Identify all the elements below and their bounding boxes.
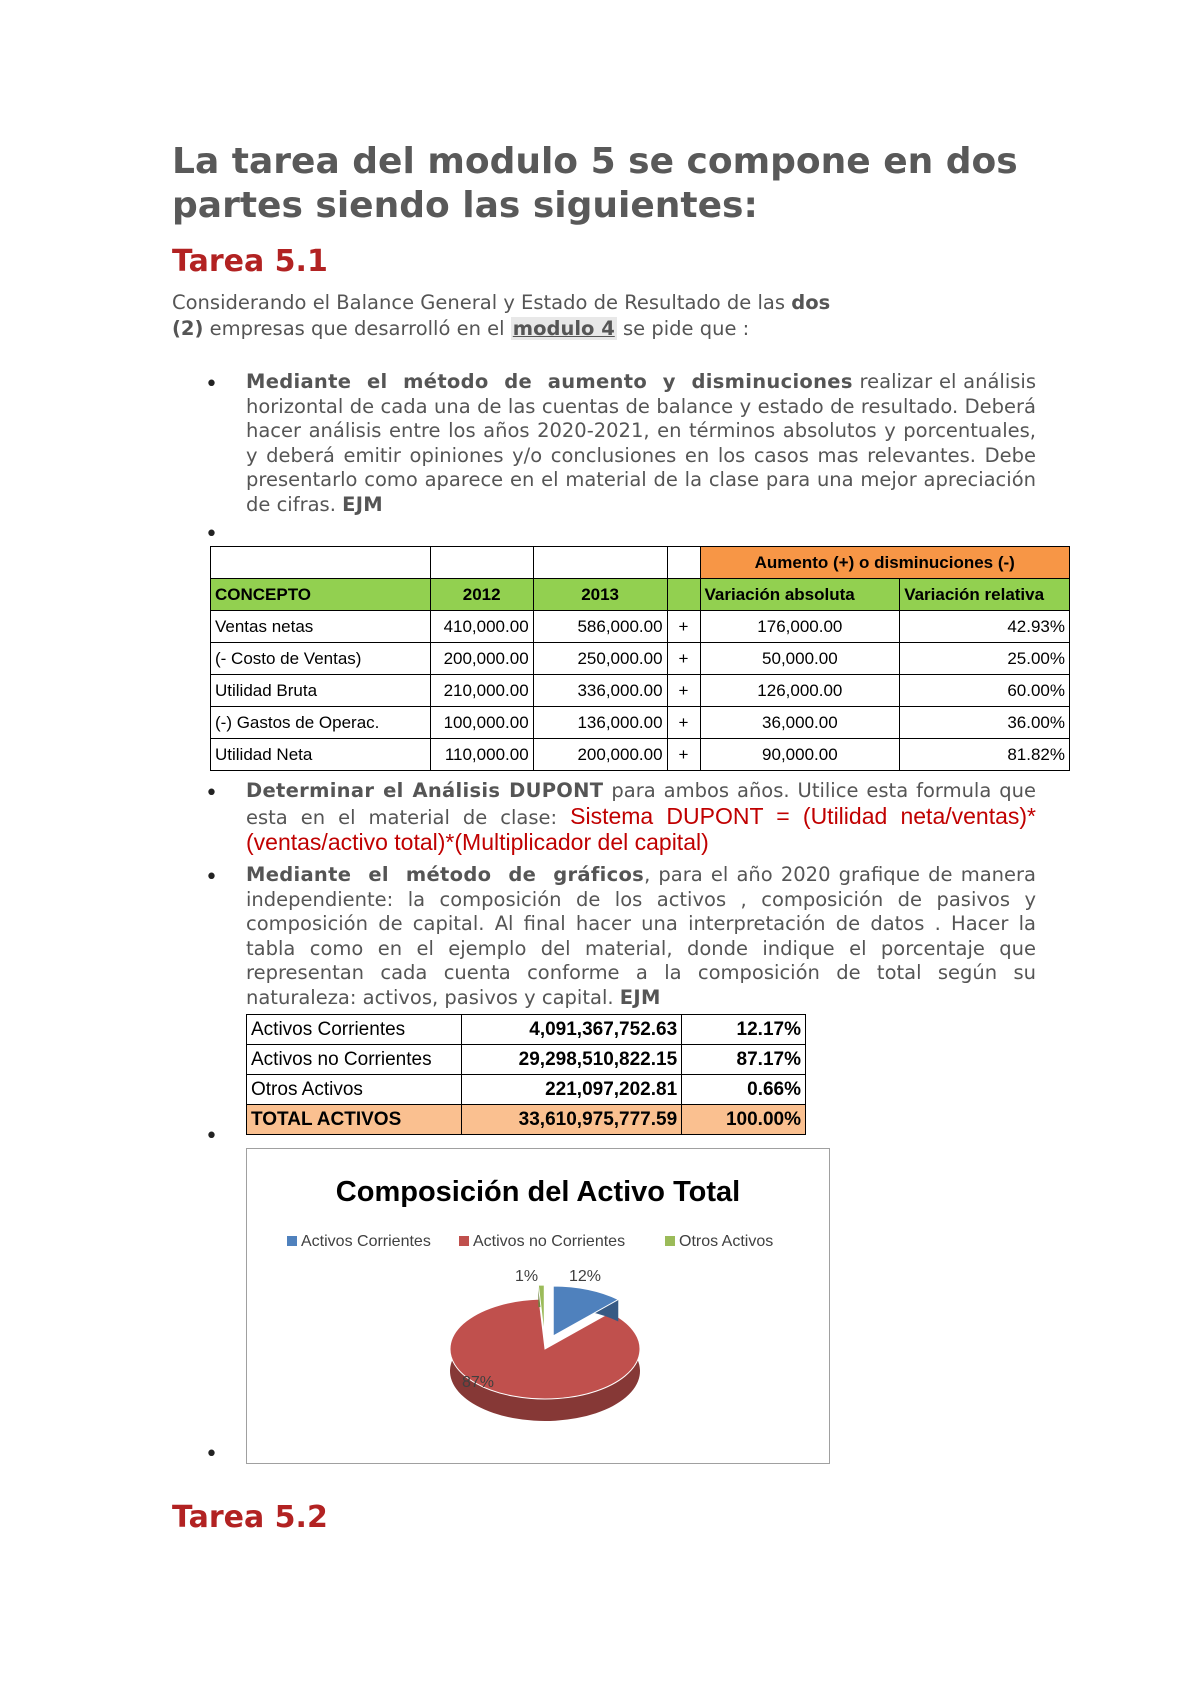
bullet-2-paragraph [246, 779, 1036, 857]
table-row: Activos no Corrientes 29,298,510,822.15 87.17% [247, 1045, 806, 1075]
table-total-row: TOTAL ACTIVOS 33,610,975,777.59 100.00% [247, 1105, 806, 1135]
legend-label: Activos no Corrientes [473, 1233, 626, 1250]
dupont-formula: Sistema DUPONT = (Utilidad neta/ventas)*(ventas/activo total)*(Multiplicador del capital) [246, 802, 1036, 856]
task-5-2-heading: Tarea 5.2 [172, 1500, 328, 1535]
table-header-row [211, 579, 1070, 611]
bullet-3-ejm: EJM [619, 985, 661, 1009]
pie-chart-svg [247, 1149, 829, 1463]
col-variacion-relativa: Variación relativa [900, 579, 1070, 611]
chart-title: Composición del Activo Total [335, 1176, 741, 1208]
bullet-icon: • [205, 1124, 218, 1149]
intro-num: (2) [172, 317, 204, 340]
intro-paragraph [172, 290, 1032, 342]
intro-dos: dos [791, 291, 831, 314]
table-row [211, 547, 1070, 579]
modulo-4-link[interactable]: modulo 4 [512, 317, 615, 340]
col-2013: 2013 [533, 579, 667, 611]
table-row: (-) Gastos de Operac. 100,000.00 136,000.00 + 36,000.00 36.00% [211, 707, 1070, 739]
intro-text-2: empresas que desarrolló en el [203, 317, 511, 340]
table-row: Ventas netas 410,000.00 586,000.00 + 176,000.00 42.93% [211, 611, 1070, 643]
assets-composition-table [246, 1014, 806, 1135]
bullet-1-paragraph [246, 370, 1036, 518]
bullet-3-bold: Mediante el método de gráficos [246, 863, 645, 886]
bullet-1-bold: Mediante el método de aumento y disminuciones [246, 370, 853, 393]
chart-slices [450, 1285, 640, 1421]
task-5-1-heading: Tarea 5.1 [172, 244, 328, 279]
intro-text-1: Considerando el Balance General y Estado de Resultado de las [172, 291, 792, 314]
table-row: Utilidad Neta 110,000.00 200,000.00 + 90,000.00 81.82% [211, 739, 1070, 771]
horizontal-analysis-table [210, 546, 1070, 771]
col-concepto: CONCEPTO [211, 579, 431, 611]
col-variacion-absoluta: Variación absoluta [700, 579, 900, 611]
table-row: Activos Corrientes 4,091,367,752.63 12.17% [247, 1015, 806, 1045]
bullet-2-bold: Determinar el Análisis DUPONT [246, 779, 604, 802]
table-row: Otros Activos 221,097,202.81 0.66% [247, 1075, 806, 1105]
bullet-1-text: realizar el análisis horizontal de cada una de las cuentas de balance y estado de resultado. Deberá hacer análisis entre los años 2020-2021, en términos absolutos y porcentuales, y deberá emitir opiniones y/o conclusiones en los casos mas relevantes. Debe presentarlo como aparece en el material de la clase para una mejor apreciación de cifras. [246, 370, 1036, 516]
legend-label: Otros Activos [679, 1233, 774, 1250]
col-2012: 2012 [430, 579, 533, 611]
intro-text-3: se pide que : [616, 317, 750, 340]
bullet-icon: • [205, 865, 218, 890]
legend-label: Activos Corrientes [301, 1233, 431, 1250]
legend-swatch [665, 1236, 675, 1246]
bullet-3-paragraph [246, 863, 1036, 1011]
legend-swatch [287, 1236, 297, 1246]
table-row: Utilidad Bruta 210,000.00 336,000.00 + 126,000.00 60.00% [211, 675, 1070, 707]
page-title: La tarea del modulo 5 se compone en dos partes siendo las siguientes: [172, 141, 1018, 226]
bullet-icon: • [205, 1442, 218, 1467]
pie-chart [246, 1148, 830, 1464]
pie-data-label: 12% [569, 1268, 602, 1285]
bullet-icon: • [205, 522, 218, 547]
pie-data-label: 87% [462, 1374, 495, 1391]
legend-swatch [459, 1236, 469, 1246]
table-row: (- Costo de Ventas) 200,000.00 250,000.00 + 50,000.00 25.00% [211, 643, 1070, 675]
pie-data-label: 1% [515, 1268, 539, 1285]
header-group: Aumento (+) o disminuciones (-) [700, 547, 1070, 579]
bullet-3-text: , para el año 2020 grafique de manera independiente: la composición de los activos , composición de pasivos y composición de capital. Al final hacer una interpretación de datos . Hacer la tabla como en el ejemplo del material, donde indique el porcentaje que representan cada cuenta conforme a la composición de total según su naturaleza: activos, pasivos y capital. [246, 863, 1036, 1009]
bullet-2-text: para ambos años. Utilice esta formula que esta en el material de clase: [246, 779, 1036, 829]
bullet-1-ejm: EJM [342, 492, 383, 516]
bullet-icon: • [205, 781, 218, 806]
bullet-icon: • [205, 372, 218, 397]
chart-legend [287, 1233, 773, 1250]
